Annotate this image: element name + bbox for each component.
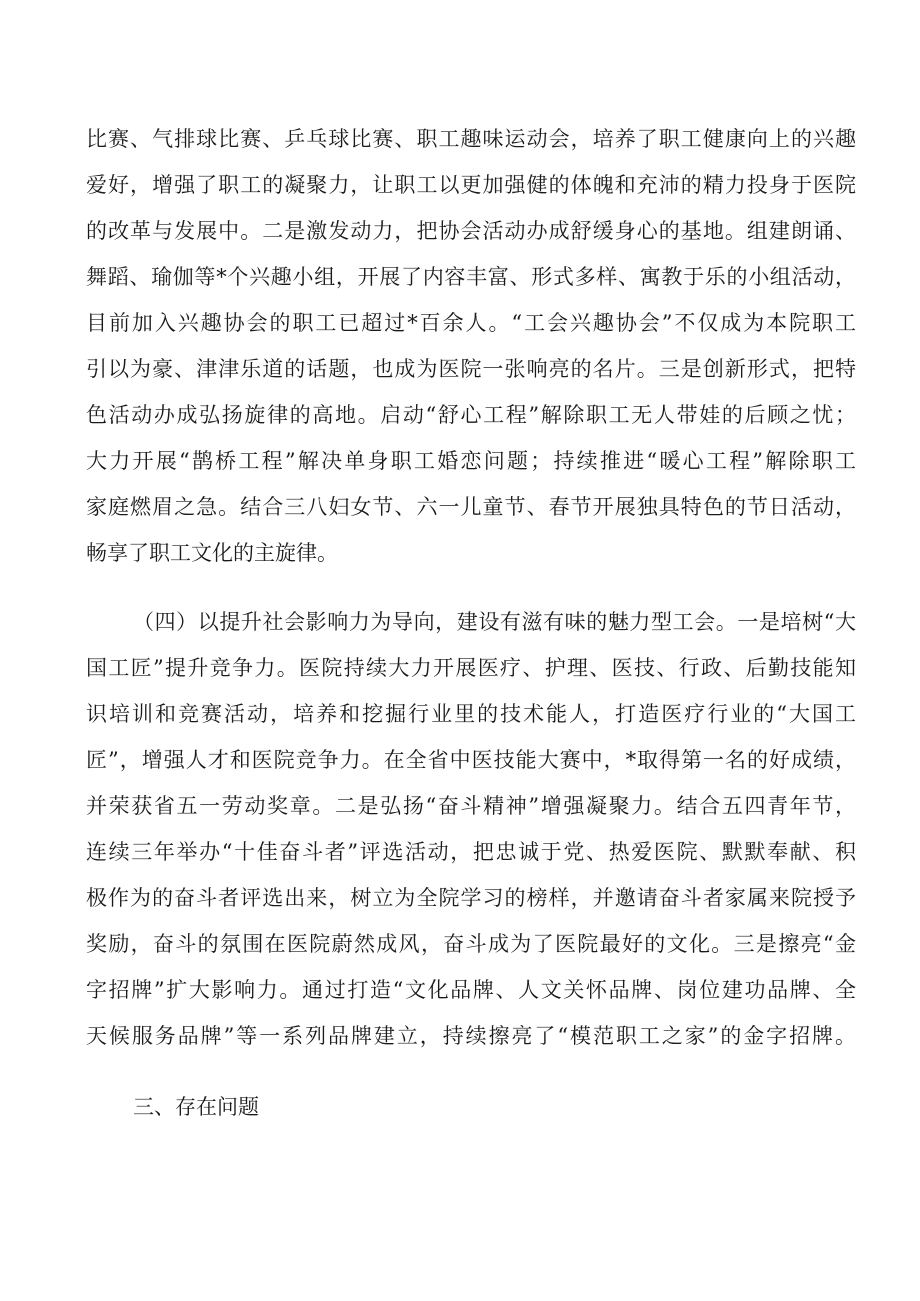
text-line: 奖励，奋斗的氛围在医院蔚然成风，奋斗成为了医院最好的文化。三是擦亮“金 [86, 932, 856, 956]
text-line: 天候服务品牌”等一系列品牌建立，持续擦亮了“模范职工之家”的金字招牌。 [86, 1024, 856, 1048]
text-line: 匠”，增强人才和医院竞争力。在全省中医技能大赛中，*取得第一名的好成绩， [86, 748, 856, 772]
text-line: （四）以提升社会影响力为导向，建设有滋有味的魅力型工会。一是培树“大 [133, 610, 856, 634]
section-heading: 三、存在问题 [133, 1095, 259, 1119]
text-line: 目前加入兴趣协会的职工已超过*百余人。“工会兴趣协会”不仅成为本院职工 [86, 311, 856, 335]
text-line: 家庭燃眉之急。结合三八妇女节、六一儿童节、春节开展独具特色的节日活动， [86, 495, 856, 519]
text-line: 连续三年举办“十佳奋斗者”评选活动，把忠诚于党、热爱医院、默默奉献、积 [86, 840, 856, 864]
text-line: 大力开展“鹊桥工程”解决单身职工婚恋问题；持续推进“暖心工程”解除职工 [86, 449, 856, 473]
text-line: 极作为的奋斗者评选出来，树立为全院学习的榜样，并邀请奋斗者家属来院授予 [86, 886, 856, 910]
text-line: 色活动办成弘扬旋律的高地。启动“舒心工程”解除职工无人带娃的后顾之忧； [86, 403, 856, 427]
text-line: 字招牌”扩大影响力。通过打造“文化品牌、人文关怀品牌、岗位建功品牌、全 [86, 978, 856, 1002]
text-line: 爱好，增强了职工的凝聚力，让职工以更加强健的体魄和充沛的精力投身于医院 [86, 173, 856, 197]
text-line: 国工匠”提升竞争力。医院持续大力开展医疗、护理、医技、行政、后勤技能知 [86, 656, 856, 680]
text-line: 比赛、气排球比赛、乒乓球比赛、职工趣味运动会，培养了职工健康向上的兴趣 [86, 127, 856, 151]
text-line: 并荣获省五一劳动奖章。二是弘扬“奋斗精神”增强凝聚力。结合五四青年节， [86, 794, 856, 818]
text-line: 识培训和竞赛活动，培养和挖掘行业里的技术能人，打造医疗行业的“大国工 [86, 702, 856, 726]
text-line: 引以为豪、津津乐道的话题，也成为医院一张响亮的名片。三是创新形式，把特 [86, 357, 856, 381]
text-line: 舞蹈、瑜伽等*个兴趣小组，开展了内容丰富、形式多样、寓教于乐的小组活动， [86, 265, 856, 289]
text-line: 畅享了职工文化的主旋律。 [86, 541, 338, 565]
text-line: 的改革与发展中。二是激发动力，把协会活动办成舒缓身心的基地。组建朗诵、 [86, 219, 856, 243]
